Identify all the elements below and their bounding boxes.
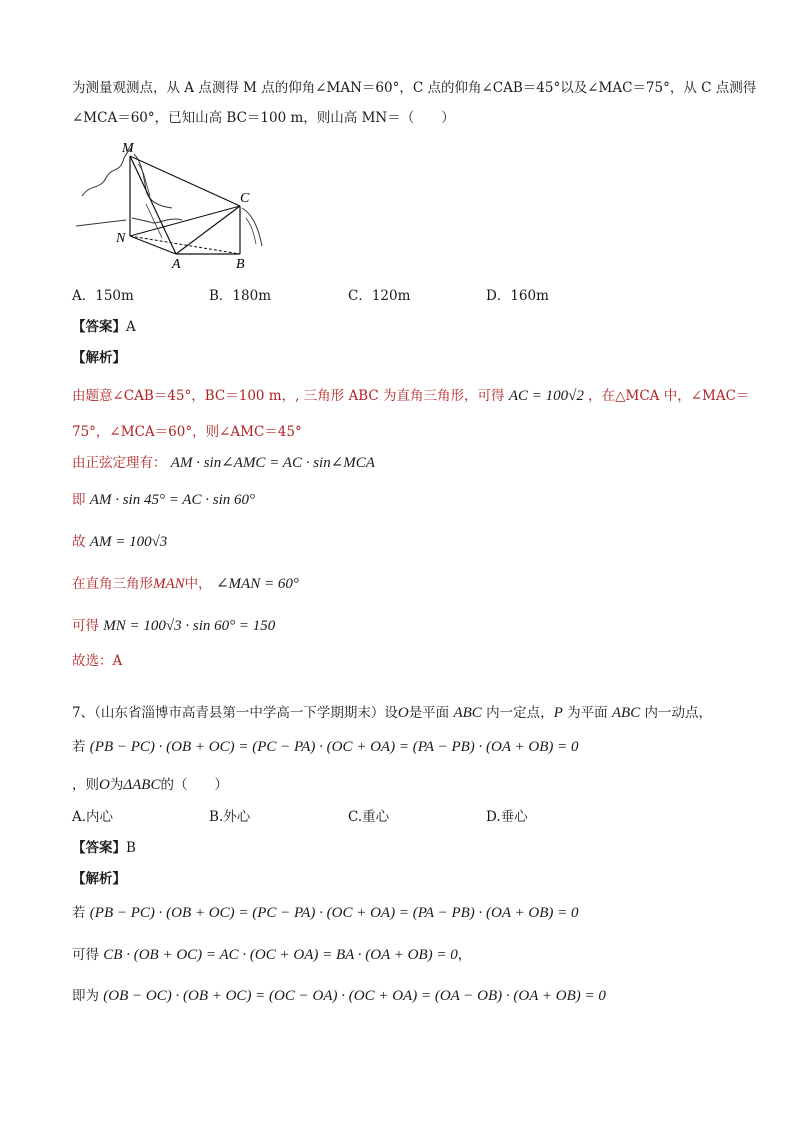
q7-answer-label: 【答案】 <box>72 840 126 856</box>
q7-option-d: D.垂心 <box>486 809 528 825</box>
q6-sol6-triangle: MAN <box>153 576 185 592</box>
q6-solution-line7 <box>72 616 275 636</box>
q7-stem3-text3: 的（ ） <box>160 777 228 793</box>
q6-sol1-text: 由题意∠CAB＝45°，BC＝100 m，, 三角形 ABC 为直角三角形，可得 <box>72 388 505 404</box>
q6-analysis-label: 【解析】 <box>72 350 126 366</box>
q6-sol6-formula: ∠MAN = 60° <box>215 576 299 592</box>
q7-stem1-ABC2: ABC <box>611 705 641 721</box>
q6-answer-value: A <box>126 319 136 335</box>
q7-stem1-text4: 为平面 <box>567 705 608 721</box>
q7-answer <box>72 838 136 858</box>
q7-stem2-formula: (PB − PC) · (OB + OC) = (PC − PA) · (OC + OA) = (PA − PB) · (OA + OB) = 0 <box>89 739 579 755</box>
inner-sketch-line <box>146 204 162 238</box>
q7-sol3-formula: (OB − OC) · (OB + OC) = (OC − OA) · (OC + OA) = (OA − OB) · (OA + OB) = 0 <box>103 988 606 1004</box>
q6-solution-line1 <box>72 386 749 406</box>
q6-sol7-text: 可得 <box>72 618 99 634</box>
q7-solution-line3 <box>72 986 606 1006</box>
q7-analysis-label: 【解析】 <box>72 871 126 887</box>
label-B: B <box>236 257 245 272</box>
q6-sol6-text: 在直角三角形 <box>72 576 153 592</box>
q6-option-b: B．180m <box>209 288 271 304</box>
q6-option-a: A．150m <box>72 288 134 304</box>
q7-option-a: A.内心 <box>72 809 114 825</box>
q7-stem-line1 <box>72 703 712 723</box>
q7-stem3-text: ，则 <box>72 777 99 793</box>
q6-sol4-formula: AM · sin 45° = AC · sin 60° <box>89 492 255 508</box>
q6-solution-line8: 故选：A <box>72 653 123 669</box>
q7-stem1-text2: 是平面 <box>408 705 450 721</box>
q7-stem1-P: P <box>553 705 563 721</box>
q6-stem-line1: 为测量观测点，从 A 点测得 M 点的仰角∠MAN＝60°，C 点的仰角∠CAB＝45°以及∠MAC＝75°，从 C 点测得 <box>72 80 757 96</box>
q6-sol5-text: 故 <box>72 534 86 550</box>
q7-solution-line1 <box>72 903 578 923</box>
q7-answer-value: B <box>126 840 136 856</box>
label-M: M <box>122 141 134 156</box>
q7-sol2-comma: ， <box>457 947 472 963</box>
q7-sol1-text: 若 <box>72 905 86 921</box>
horizon-line-left <box>76 220 126 226</box>
q7-sol2-text: 可得 <box>72 947 99 963</box>
mountain-figure <box>72 134 272 274</box>
mountain-left-ridge <box>134 154 172 208</box>
q6-sol3-text: 由正弦定理有： <box>72 455 167 471</box>
q7-stem-line3 <box>72 775 228 795</box>
q6-solution-line2: 75°，∠MCA＝60°，则∠AMC＝45° <box>72 424 302 440</box>
q7-stem3-O: O <box>99 777 110 793</box>
q6-option-c: C．120m <box>348 288 411 304</box>
q7-stem1-text: 7、（山东省淄博市高青县第一中学高一下学期期末）设 <box>72 705 398 721</box>
triangle-diagram <box>72 134 272 274</box>
q6-sol6-text-mid: 中， <box>184 576 212 592</box>
q7-stem1-text5: 内一动点， <box>644 705 713 721</box>
label-A: A <box>172 257 181 272</box>
q7-stem2-text: 若 <box>72 739 86 755</box>
label-N: N <box>116 231 126 246</box>
q6-answer-label: 【答案】 <box>72 319 126 335</box>
q7-sol2-formula: CB · (OB + OC) = AC · (OC + OA) = BA · (OA + OB) = 0 <box>103 947 458 963</box>
q6-solution-line5 <box>72 532 167 552</box>
q6-sol3-formula: AM · sin∠AMC = AC · sin∠MCA <box>170 455 375 471</box>
q7-solution-line2 <box>72 945 471 965</box>
q7-option-c: C.重心 <box>348 809 390 825</box>
q7-stem-line2 <box>72 737 578 757</box>
mountain-right-outline <box>242 208 262 246</box>
q7-option-b: B.外心 <box>209 809 251 825</box>
q7-sol3-text: 即为 <box>72 988 99 1004</box>
segment-NB-dashed <box>130 236 240 254</box>
q6-answer <box>72 317 136 337</box>
q7-stem1-O: O <box>397 705 409 721</box>
ground-sketch <box>132 218 182 223</box>
q6-sol1-formula: AC = 100√2 <box>508 388 584 404</box>
q6-solution-line3 <box>72 453 375 473</box>
q6-option-d: D．160m <box>486 288 549 304</box>
q7-stem1-text3: 内一定点， <box>486 705 554 721</box>
q7-stem3-triangle: ΔABC <box>123 777 161 793</box>
q6-solution-line4 <box>72 490 255 510</box>
q7-stem3-text2: 为 <box>109 777 124 793</box>
q6-sol4-text: 即 <box>72 492 86 508</box>
q6-sol5-formula: AM = 100√3 <box>89 534 168 550</box>
q6-solution-line6 <box>72 574 299 594</box>
q6-stem-line2: ∠MCA＝60°，已知山高 BC＝100 m，则山高 MN＝（ ） <box>72 110 455 126</box>
segment-MC <box>130 156 240 206</box>
label-C: C <box>240 191 250 206</box>
segment-AC <box>176 206 240 254</box>
q6-sol1-text-end: ，在△MCA 中，∠MAC＝ <box>588 388 750 404</box>
q6-sol7-formula: MN = 100√3 · sin 60° = 150 <box>103 618 276 634</box>
q7-sol1-formula: (PB − PC) · (OB + OC) = (PC − PA) · (OC + OA) = (PA − PB) · (OA + OB) = 0 <box>89 905 579 921</box>
q7-stem1-ABC: ABC <box>453 705 482 721</box>
